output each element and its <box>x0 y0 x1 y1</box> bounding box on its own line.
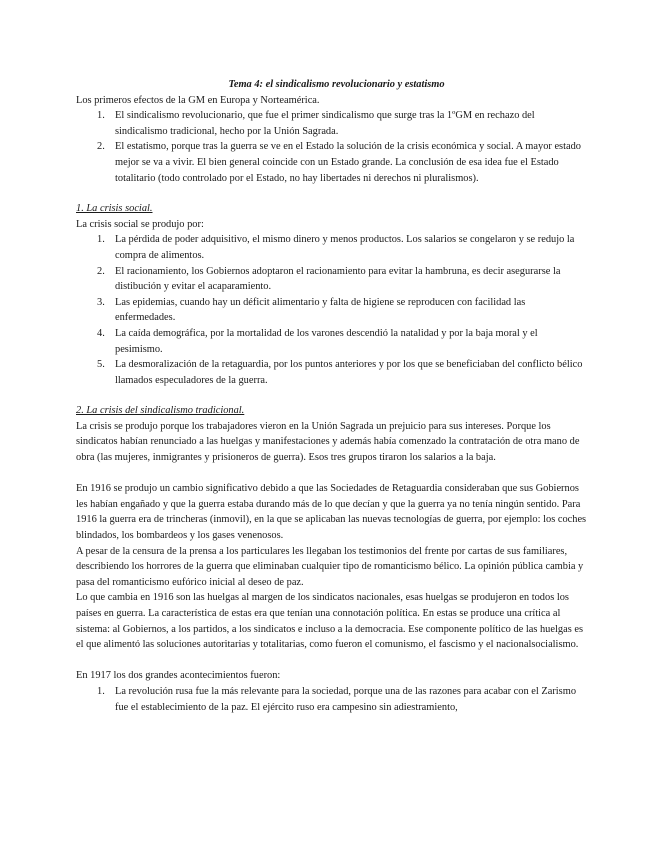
acontecimientos-list <box>76 684 587 715</box>
list-number: 1. <box>97 110 105 122</box>
list-item <box>76 108 587 139</box>
list-text: La revolución rusa fue la más relevante para la sociedad, porque una de las razones para acabar con el Zarismo fue el establecimiento de la paz. El ejército ruso era campesino sin adiestramiento, <box>115 685 577 713</box>
paragraph-gap <box>76 466 587 482</box>
list-item <box>76 295 587 326</box>
paragraph: En 1917 los dos grandes acontecimientos fueron: <box>76 670 281 682</box>
document-title: Tema 4: el sindicalismo revolucionario y estatismo <box>228 79 445 90</box>
list-text: La desmoralización de la retaguardia, por los puntos anteriores y por los que se beneficiaban del conflicto bélico llamados especuladores de la guerra. <box>115 359 583 386</box>
list-item <box>76 684 587 715</box>
list-item <box>76 232 587 263</box>
list-item <box>76 139 587 186</box>
list-text: Las epidemias, cuando hay un déficit alimentario y falta de higiene se reproducen con facilidad las enfermedades. <box>115 296 526 324</box>
list-text: La caída demográfica, por la mortalidad de los varones descendió la natalidad y por la baja moral y el pesimismo. <box>115 327 538 355</box>
paragraph: La crisis se produjo porque los trabajadores vieron en la Unión Sagrada un prejuicio para sus intereses. Porque los sindicatos habían renunciado a las huelgas y manifestaciones y además había comenzado la contratación de otra mano de obra (las mujeres, inmigrantes y prisioneros de guerra). Esos tres grupos tiraron los salarios a la baja. <box>76 420 580 464</box>
list-number: 1. <box>97 234 105 246</box>
list-item <box>76 326 587 357</box>
paragraph-gap <box>76 653 587 669</box>
intro-text: Los primeros efectos de la GM en Europa y Norteamérica. <box>76 94 320 106</box>
intro-list <box>76 108 587 186</box>
paragraph: En 1916 se produjo un cambio significativo debido a que las Sociedades de Retaguardia consideraban que sus Gobiernos les habían engañado y que la guerra estaba durando más de lo que decían y que la guerra ya no tenía ningún sentido. Para 1916 la guerra era de trincheras (inmovil), en la que se aplicaban las nuevas tecnologías de guerra, por ejemplo: los coches blindados, los bombardeos y los gases venenosos. <box>76 483 587 542</box>
list-number: 3. <box>97 296 105 308</box>
list-number: 2. <box>97 141 105 153</box>
crisis-social-list <box>76 232 587 388</box>
section-heading-crisis-sindicalismo: 2. La crisis del sindicalismo tradicional. <box>76 405 245 417</box>
list-text: El estatismo, porque tras la guerra se ve en el Estado la solución de la crisis económica y social. A mayor estado mejor se va a vivir. El bien general coincide con un Estado grande. La conclusión de esa idea fue el Estado totalitario (todo controlado por el Estado, no hay libertades ni derechos ni pluralismos). <box>115 141 581 184</box>
paragraph: A pesar de la censura de la prensa a los particulares les llegaban los testimonios del frente por cartas de sus familiares, describiendo los horrores de la guerra que eliminaban cualquier tipo de romanticismo bélico. La opinión pública cambia y pasa del romanticismo eufórico inicial al deseo de paz. <box>76 545 584 588</box>
paragraph: Lo que cambia en 1916 son las huelgas al margen de los sindicatos nacionales, esas huelgas se produjeron en todos los países en guerra. La característica de estas era que tenían una connotación política. En estas se produce una crítica al sistema: al Gobiernos, a los partidos, a los sindicatos e incluso a la democracia. Ese componente político de las huelgas es el que alimentó las soluciones autoritarias y totalitarias, como fueron el comunismo, el fascismo y el nacionalsocialismo. <box>76 592 583 651</box>
list-item <box>76 264 587 295</box>
section-heading-crisis-social: 1. La crisis social. <box>76 203 153 215</box>
list-item <box>76 357 587 388</box>
list-text: El sindicalismo revolucionario, que fue el primer sindicalismo que surge tras la 1ºGM en rechazo del sindicalismo tradicional, hecho por la Unión Sagrada. <box>115 110 535 137</box>
list-text: La pérdida de poder adquisitivo, el mismo dinero y menos productos. Los salarios se congelaron y se redujo la compra de alimentos. <box>115 234 575 261</box>
list-number: 2. <box>97 265 105 277</box>
list-number: 1. <box>97 685 105 697</box>
section-lead: La crisis social se produjo por: <box>76 218 204 230</box>
list-number: 5. <box>97 359 105 371</box>
list-number: 4. <box>97 327 105 339</box>
list-text: El racionamiento, los Gobiernos adoptaron el racionamiento para evitar la hambruna, es decir asegurarse la distibución y evitar el acaparamiento. <box>115 265 561 293</box>
